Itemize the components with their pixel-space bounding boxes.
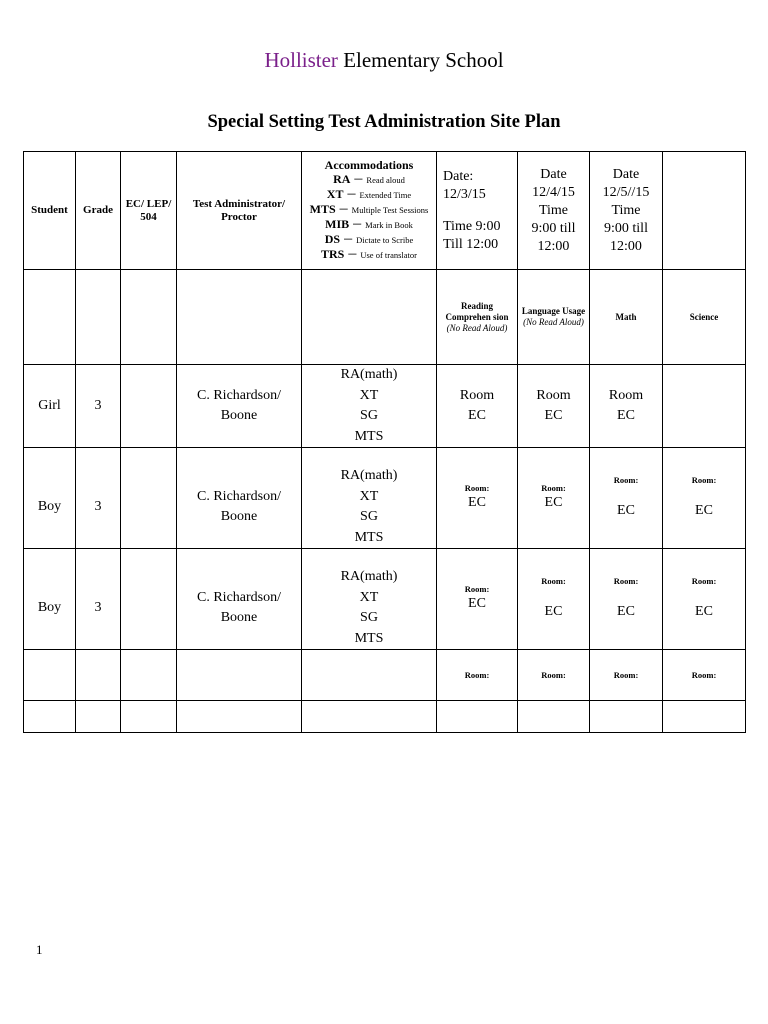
admin-cell: C. Richardson/ Boone: [177, 365, 302, 448]
school-name-accent: Hollister: [264, 48, 338, 72]
header-student: Student: [24, 152, 76, 270]
room-cell: [663, 365, 746, 448]
school-name-rest: Elementary School: [343, 48, 504, 72]
room-cell: Room:: [663, 650, 746, 701]
room-cell: Room: EC: [663, 549, 746, 650]
subject-language: Language Usage (No Read Aloud): [518, 270, 590, 365]
header-grade: Grade: [76, 152, 121, 270]
accommodation-key: MIB – Mark in Book: [325, 215, 413, 232]
subject-math: Math: [590, 270, 663, 365]
header-accommodations: [302, 152, 437, 270]
accommodation-key: RA – Read aloud: [333, 170, 405, 187]
student-cell: Boy: [24, 549, 76, 650]
grade-cell: 3: [76, 549, 121, 650]
subject-science: Science: [663, 270, 746, 365]
accommodation-key: XT – Extended Time: [326, 185, 412, 202]
room-cell: Room: EC: [518, 549, 590, 650]
accommodation-key: TRS – Use of translator: [321, 245, 417, 262]
accommodation-key: DS – Dictate to Scribe: [324, 230, 414, 247]
ec-cell: [121, 549, 177, 650]
room-cell: Room EC: [518, 365, 590, 448]
room-cell: Room: EC: [518, 448, 590, 549]
room-cell: Room:: [518, 650, 590, 701]
ec-cell: [121, 365, 177, 448]
header-ec-lep-504: EC/ LEP/ 504: [121, 152, 177, 270]
accommodations-cell: RA(math) XT SG MTS: [302, 365, 437, 448]
header-date-2: Date 12/4/15 Time 9:00 till 12:00: [518, 152, 590, 270]
subject-reading: Reading Comprehen sion (No Read Aloud): [437, 270, 518, 365]
document-title: Special Setting Test Administration Site Plan: [207, 112, 561, 132]
accommodations-cell: RA(math) XT SG MTS: [302, 549, 437, 650]
admin-cell: C. Richardson/ Boone: [177, 448, 302, 549]
table-row: [24, 549, 746, 650]
admin-cell: C. Richardson/ Boone: [177, 549, 302, 650]
room-cell: Room: EC: [663, 448, 746, 549]
header-date-3: Date 12/5//15 Time 9:00 till 12:00: [590, 152, 663, 270]
header-date-1: Date: 12/3/15 Time 9:00 Till 12:00: [437, 152, 518, 270]
table-row: [24, 448, 746, 549]
header-test-administrator: Test Administrator/ Proctor: [177, 152, 302, 270]
room-cell: Room: EC: [590, 448, 663, 549]
page-number: 1: [36, 942, 43, 957]
room-cell: Room: EC: [590, 549, 663, 650]
school-name: [0, 46, 768, 74]
table-row: [24, 365, 746, 448]
room-cell: Room:: [590, 650, 663, 701]
accommodations-title: Accommodations: [324, 158, 414, 172]
table-row: [24, 701, 746, 733]
room-cell: Room:: [437, 650, 518, 701]
student-cell: Girl: [24, 365, 76, 448]
header-date-4: [663, 152, 746, 270]
ec-cell: [121, 448, 177, 549]
grade-cell: 3: [76, 448, 121, 549]
subject-row: [24, 270, 746, 365]
room-cell: Room EC: [590, 365, 663, 448]
site-plan-table: [23, 151, 746, 733]
table-row: [24, 650, 746, 701]
room-cell: Room EC: [437, 365, 518, 448]
accommodation-key: MTS – Multiple Test Sessions: [309, 200, 429, 217]
grade-cell: 3: [76, 365, 121, 448]
header-row: [24, 152, 746, 270]
student-cell: Boy: [24, 448, 76, 549]
room-cell: Room: EC: [437, 549, 518, 650]
accommodations-cell: RA(math) XT SG MTS: [302, 448, 437, 549]
room-cell: Room: EC: [437, 448, 518, 549]
